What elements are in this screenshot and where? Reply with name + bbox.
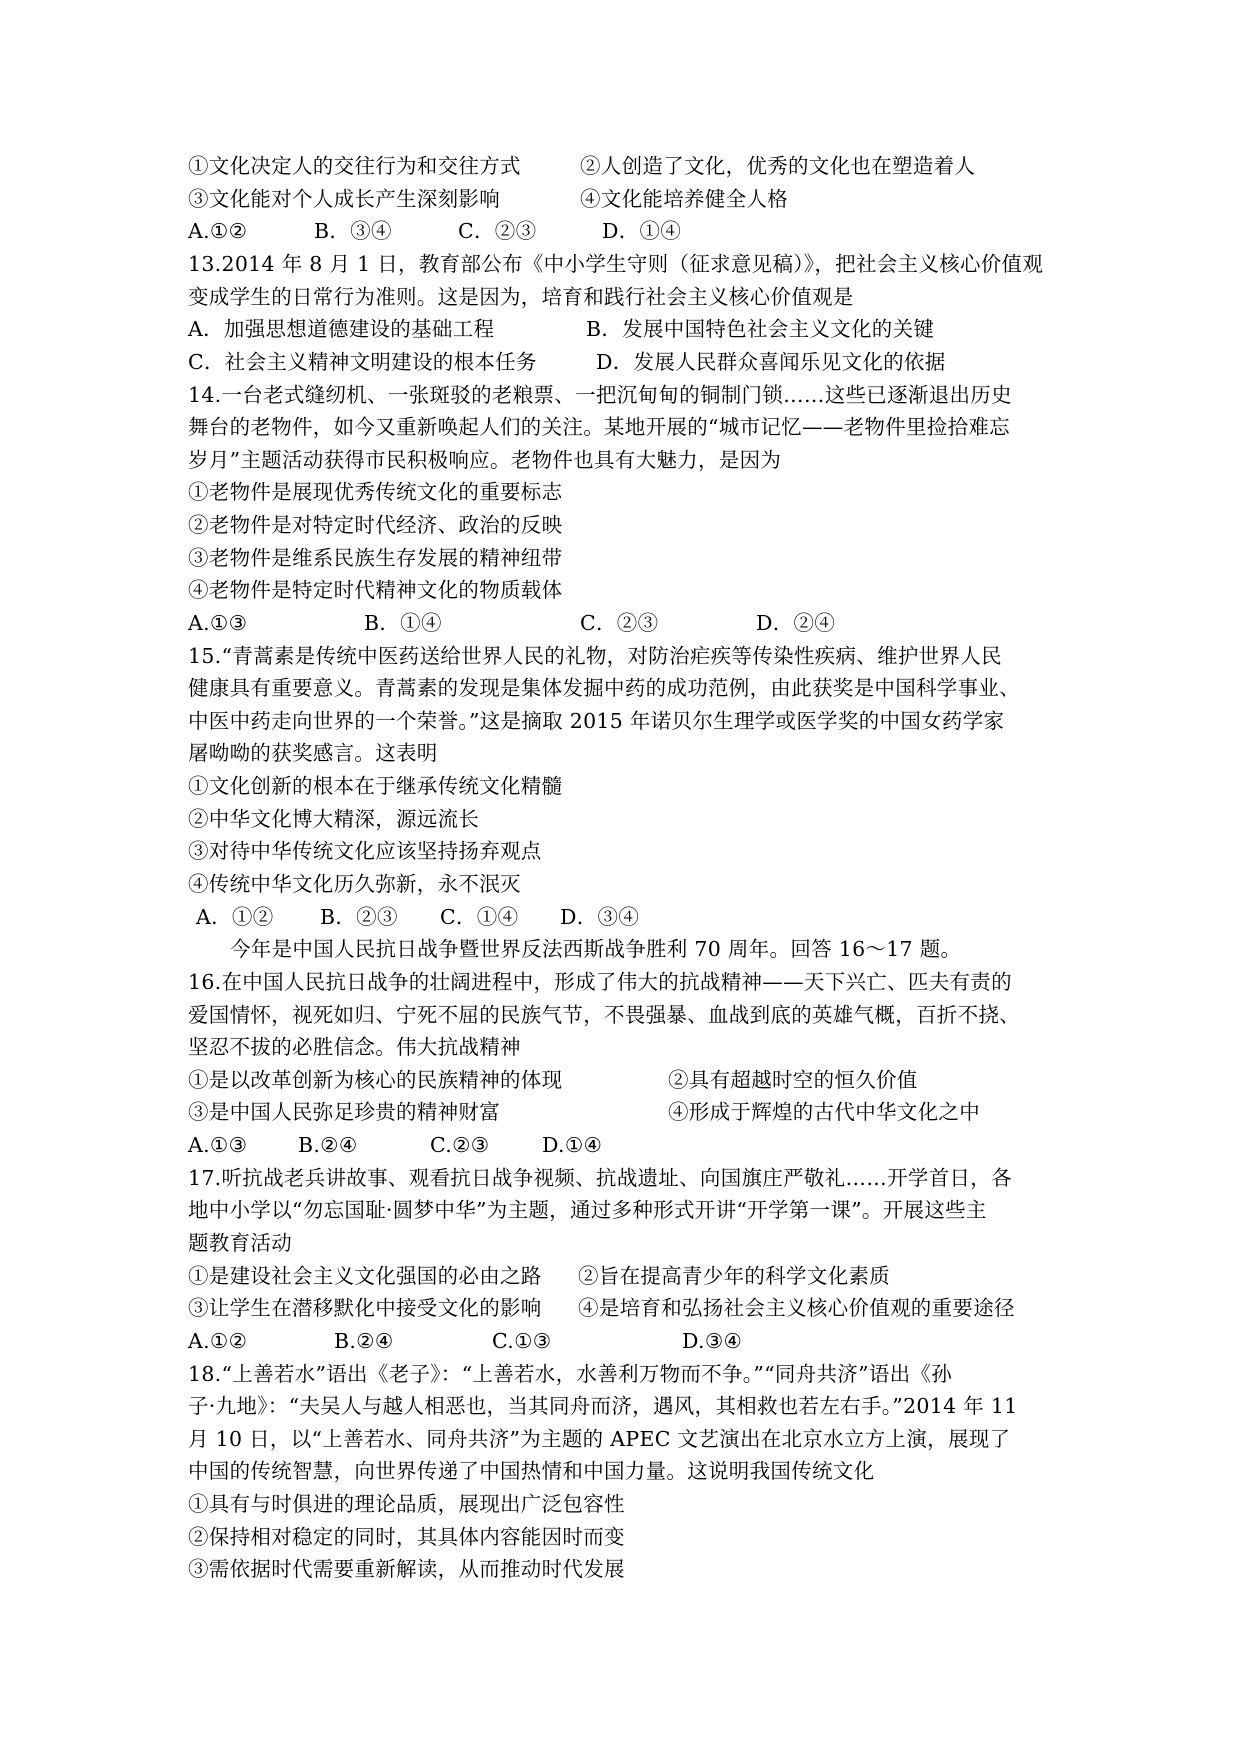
q16-choice-2: ②具有超越时空的恒久价值 (668, 1068, 918, 1092)
q17-choice-2: ②旨在提高青少年的科学文化素质 (578, 1264, 890, 1288)
q15-choice-3: ③对待中华传统文化应该坚持扬弃观点 (188, 839, 542, 863)
q13-option-c: C．社会主义精神文明建设的根本任务 (188, 350, 537, 374)
q15-choice-2: ②中华文化博大精深，源远流长 (188, 807, 480, 831)
q15-choice-1: ①文化创新的根本在于继承传统文化精髓 (188, 774, 563, 798)
q14-option-a: A.①③ (188, 611, 248, 635)
q16-stem-line-3: 坚忍不拔的必胜信念。伟大抗战精神 (188, 1035, 521, 1059)
q15-option-b: B．②③ (320, 905, 398, 929)
q17-choice-3: ③让学生在潜移默化中接受文化的影响 (188, 1296, 542, 1320)
q13-option-b: B．发展中国特色社会主义文化的关键 (586, 317, 935, 341)
q14-stem-line-3: 岁月”主题活动获得市民积极响应。老物件也具有大魅力，是因为 (188, 448, 782, 472)
q17-stem-line-3: 题教育活动 (188, 1231, 292, 1255)
q14-option-b: B．①④ (364, 611, 442, 635)
q15-option-a: A．①② (196, 905, 274, 929)
q18-choice-1: ①具有与时俱进的理论品质，展现出广泛包容性 (188, 1492, 625, 1516)
q14-choice-2: ②老物件是对特定时代经济、政治的反映 (188, 513, 563, 537)
q17-option-b: B.②④ (334, 1329, 394, 1353)
q16-choice-1: ①是以改革创新为核心的民族精神的体现 (188, 1068, 563, 1092)
q16-choice-3: ③是中国人民弥足珍贵的精神财富 (188, 1100, 500, 1124)
q15-stem-line-4: 屠呦呦的获奖感言。这表明 (188, 741, 438, 765)
q12-option-c: C．②③ (458, 219, 537, 243)
q13-option-d: D．发展人民群众喜闻乐见文化的依据 (596, 350, 946, 374)
q12-option-a: A.①② (188, 219, 248, 243)
q17-choice-row-1 (188, 1262, 890, 1290)
q12-option-b: B．③④ (314, 219, 392, 243)
q18-stem-line-2: 子·九地》：“夫吴人与越人相恶也，当其同舟而济，遇风，其相救也若左右手。”2014 年 11 (188, 1394, 1018, 1418)
q13-options-row-1 (188, 315, 935, 343)
q15-option-c: C．①④ (440, 905, 519, 929)
q12-choice-2: ②人创造了文化，优秀的文化也在塑造着人 (580, 154, 976, 178)
q12-choice-1: ①文化决定人的交往行为和交往方式 (188, 154, 521, 178)
q16-option-b: B.②④ (298, 1133, 358, 1157)
q18-choice-2: ②保持相对稳定的同时，其具体内容能因时而变 (188, 1525, 625, 1549)
q15-stem-line-2: 健康具有重要意义。青蒿素的发现是集体发掘中药的成功范例，由此获奖是中国科学事业、 (188, 676, 1020, 700)
section-intro-16-17: 今年是中国人民抗日战争暨世界反法西斯战争胜利 70 周年。回答 16～17 题。 (230, 937, 962, 961)
q14-choice-4: ④老物件是特定时代精神文化的物质载体 (188, 578, 563, 602)
q16-option-a: A.①③ (188, 1133, 248, 1157)
q13-stem-line-1: 13.2014 年 8 月 1 日，教育部公布《中小学生守则（征求意见稿）》，把社会主义核心价值观 (188, 252, 1044, 276)
q17-stem-line-1: 17.听抗战老兵讲故事、观看抗日战争视频、抗战遗址、向国旗庄严敬礼……开学首日，各 (188, 1166, 1012, 1190)
q14-option-d: D．②④ (756, 611, 836, 635)
q13-stem-line-2: 变成学生的日常行为准则。这是因为，培育和践行社会主义核心价值观是 (188, 285, 854, 309)
q14-stem-line-1: 14.一台老式缝纫机、一张斑驳的老粮票、一把沉甸甸的铜制门锁……这些已逐渐退出历史 (188, 383, 1012, 407)
q14-choice-3: ③老物件是维系民族生存发展的精神纽带 (188, 546, 563, 570)
q15-choice-4: ④传统中华文化历久弥新，永不泯灭 (188, 872, 521, 896)
q16-stem-line-2: 爱国情怀，视死如归、宁死不屈的民族气节，不畏强暴、血战到底的英雄气概，百折不挠、 (188, 1003, 1020, 1027)
q16-stem-line-1: 16.在中国人民抗日战争的壮阔进程中，形成了伟大的抗战精神——天下兴亡、匹夫有责的 (188, 970, 1012, 994)
q17-option-a: A.①② (188, 1329, 248, 1353)
q17-option-c: C.①③ (492, 1329, 552, 1353)
q17-stem-line-2: 地中小学以“勿忘国耻·圆梦中华”为主题，通过多种形式开讲“开学第一课”。开展这些主 (188, 1198, 987, 1222)
q12-choice-row-1 (188, 152, 976, 180)
q12-choice-3: ③文化能对个人成长产生深刻影响 (188, 187, 500, 211)
q18-choice-3: ③需依据时代需要重新解读，从而推动时代发展 (188, 1557, 625, 1581)
q14-option-c: C．②③ (580, 611, 659, 635)
q16-option-d: D.①④ (542, 1133, 603, 1157)
q15-option-d: D．③④ (560, 905, 640, 929)
q18-stem-line-3: 月 10 日，以“上善若水、同舟共济”为主题的 APEC 文艺演出在北京水立方上演，展现了 (188, 1427, 1011, 1451)
q16-choice-4: ④形成于辉煌的古代中华文化之中 (668, 1100, 980, 1124)
q15-stem-line-3: 中医中药走向世界的一个荣誉。”这是摘取 2015 年诺贝尔生理学或医学奖的中国女药学家 (188, 709, 1005, 733)
q12-choice-4: ④文化能培养健全人格 (580, 187, 788, 211)
q17-choice-4: ④是培育和弘扬社会主义核心价值观的重要途径 (578, 1296, 1015, 1320)
q12-option-d: D．①④ (602, 219, 682, 243)
q16-choice-row-1 (188, 1066, 918, 1094)
q13-option-a: A．加强思想道德建设的基础工程 (188, 317, 495, 341)
q17-choice-row-2 (188, 1294, 1015, 1322)
q14-choice-1: ①老物件是展现优秀传统文化的重要标志 (188, 480, 563, 504)
q17-option-d: D.③④ (682, 1329, 743, 1353)
q13-options-row-2 (188, 348, 946, 376)
q16-option-c: C.②③ (430, 1133, 490, 1157)
q15-stem-line-1: 15.“青蒿素是传统中医药送给世界人民的礼物，对防治疟疾等传染性疾病、维护世界人民 (188, 644, 1002, 668)
q18-stem-line-4: 中国的传统智慧，向世界传递了中国热情和中国力量。这说明我国传统文化 (188, 1459, 875, 1483)
q16-choice-row-2 (188, 1098, 980, 1126)
q12-choice-row-2 (188, 185, 788, 213)
q14-stem-line-2: 舞台的老物件，如今又重新唤起人们的关注。某地开展的“城市记忆——老物件里捡拾难忘 (188, 415, 1010, 439)
q17-choice-1: ①是建设社会主义文化强国的必由之路 (188, 1264, 542, 1288)
q18-stem-line-1: 18.“上善若水”语出《老子》：“上善若水，水善利万物而不争。”“同舟共济”语出《孙 (188, 1362, 953, 1386)
